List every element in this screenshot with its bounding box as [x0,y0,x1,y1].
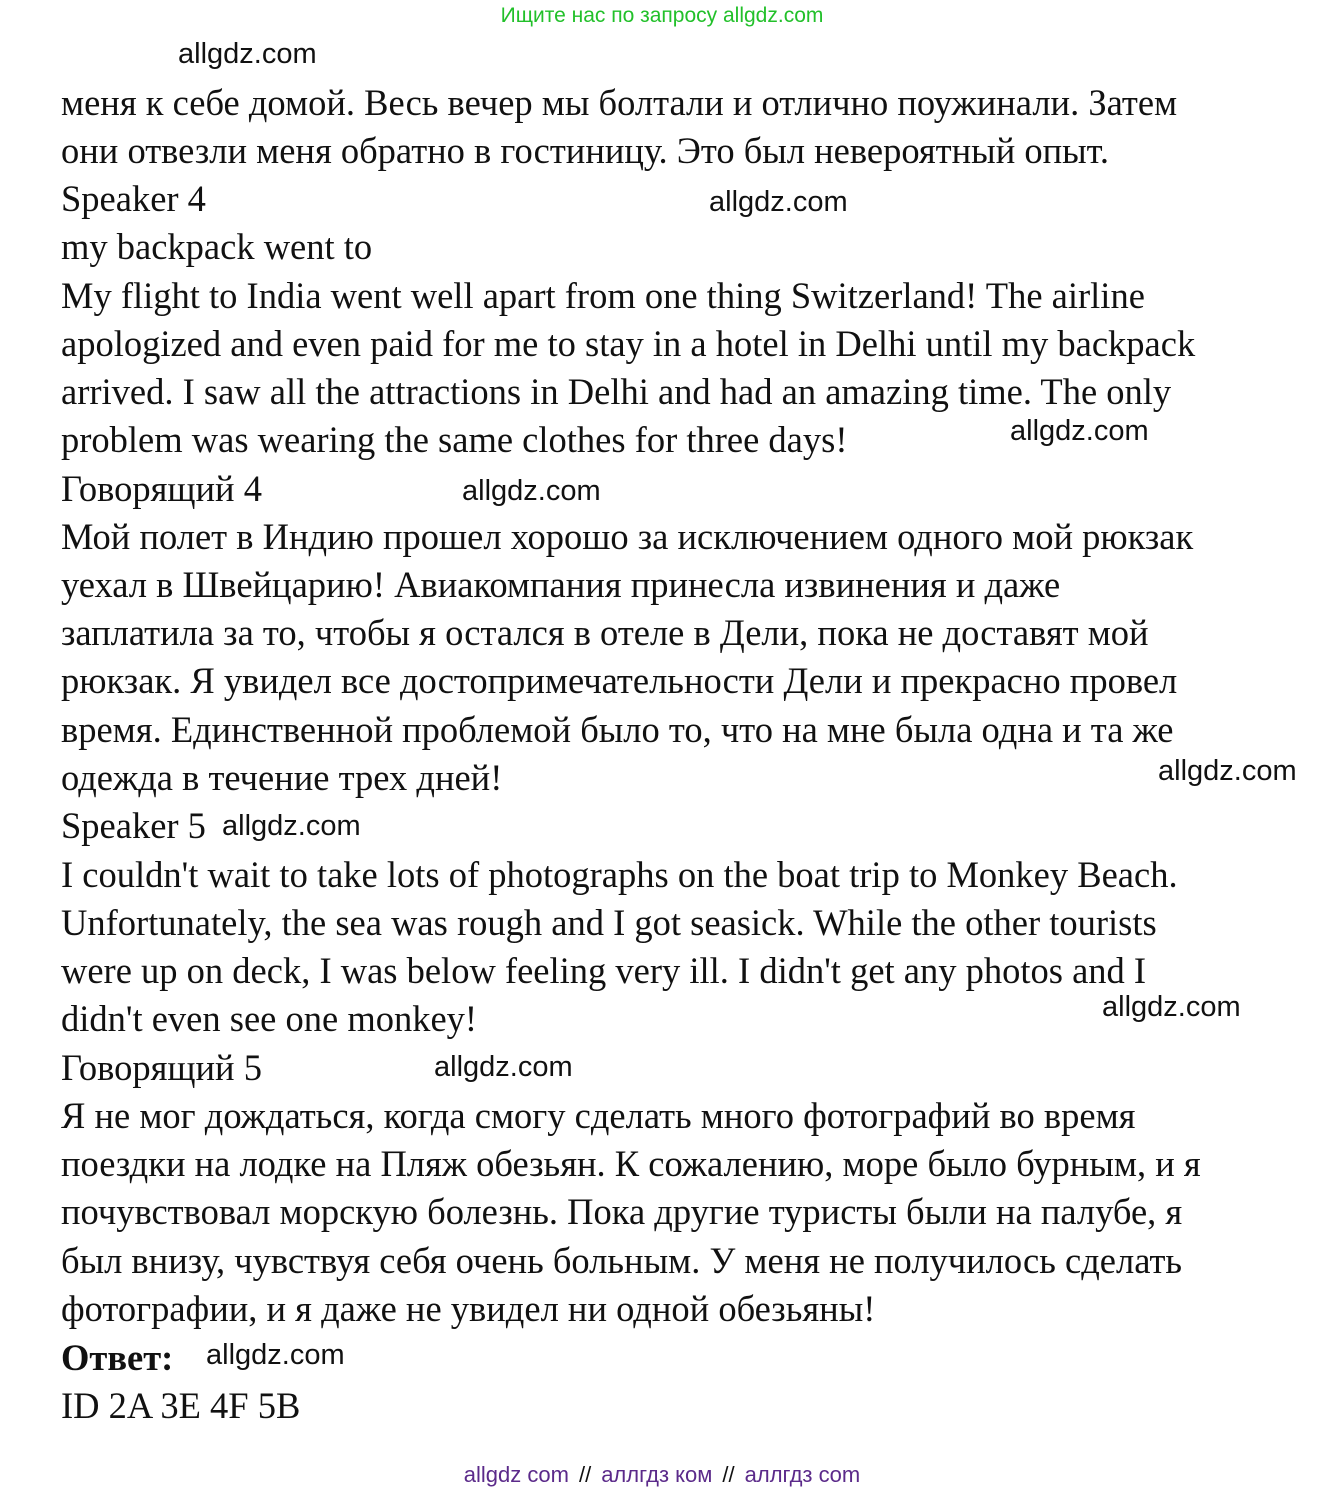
text-line: они отвезли меня обратно в гостиницу. Это был невероятный опыт. [61,130,1109,171]
text-line: apologized and even paid for me to stay in a hotel in Delhi until my backpack [61,323,1196,364]
speaker-heading: Speaker 4 [61,178,206,219]
footer [0,1462,1324,1488]
watermark: allgdz.com [222,810,361,842]
text-line: Мой полет в Индию прошел хорошо за исключением одного мой рюкзак [61,516,1194,557]
watermark: allgdz.com [1158,755,1297,787]
top-banner: Ищите нас по запросу allgdz.com [500,4,824,27]
footer-separator: // [578,1462,592,1487]
text-line: my backpack went to [61,226,373,267]
text-line: I couldn't wait to take lots of photographs on the boat trip to Monkey Beach. [61,854,1178,895]
text-line: Я не мог дождаться, когда смогу сделать много фотографий во время [61,1095,1136,1136]
text-line: were up on deck, I was below feeling very ill. I didn't get any photos and I [61,950,1147,991]
answer-value: ID 2A 3E 4F 5B [61,1385,301,1426]
text-line: My flight to India went well apart from one thing Switzerland! The airline [61,275,1145,316]
text-line: был внизу, чувствуя себя очень больным. У меня не получилось сделать [61,1240,1183,1281]
text-line: уехал в Швейцарию! Авиакомпания принесла извинения и даже [61,564,1061,605]
footer-separator: // [722,1462,735,1487]
text-line: меня к себе домой. Весь вечер мы болтали и отлично поужинали. Затем [61,82,1178,123]
text-line: фотографии, и я даже не увидел ни одной обезьяны! [61,1288,876,1329]
text-line: Unfortunately, the sea was rough and I got seasick. While the other tourists [61,902,1157,943]
text-line: рюкзак. Я увидел все достопримечательности Дели и прекрасно провел [61,660,1178,701]
text-line: поездки на лодке на Пляж обезьян. К сожалению, море было бурным, и я [61,1143,1201,1184]
footer-link[interactable]: allgdz com [463,1462,569,1487]
speaker-heading: Speaker 5 [61,805,206,846]
answer-label: Ответ: [61,1337,174,1378]
text-line: заплатила за то, чтобы я остался в отеле в Дели, пока не доставят мой [61,612,1149,653]
text-line: arrived. I saw all the attractions in Delhi and had an amazing time. The only [61,371,1172,412]
watermark: allgdz.com [206,1339,345,1371]
watermark: allgdz.com [178,38,317,70]
text-line: почувствовал морскую болезнь. Пока другие туристы были на палубе, я [61,1191,1183,1232]
watermark: allgdz.com [434,1051,573,1083]
footer-link[interactable]: аллгдз ком [601,1462,713,1487]
footer-link[interactable]: аллгдз com [744,1462,861,1487]
watermark: allgdz.com [1102,991,1241,1023]
speaker-heading: Говорящий 5 [61,1047,262,1088]
speaker-heading: Говорящий 4 [61,468,262,509]
watermark: allgdz.com [1010,415,1149,447]
text-line: didn't even see one monkey! [61,998,478,1039]
text-line: одежда в течение трех дней! [61,757,503,798]
text-line: время. Единственной проблемой было то, что на мне была одна и та же [61,709,1174,750]
watermark: allgdz.com [462,475,601,507]
text-line: problem was wearing the same clothes for three days! [61,419,848,460]
watermark: allgdz.com [709,186,848,218]
